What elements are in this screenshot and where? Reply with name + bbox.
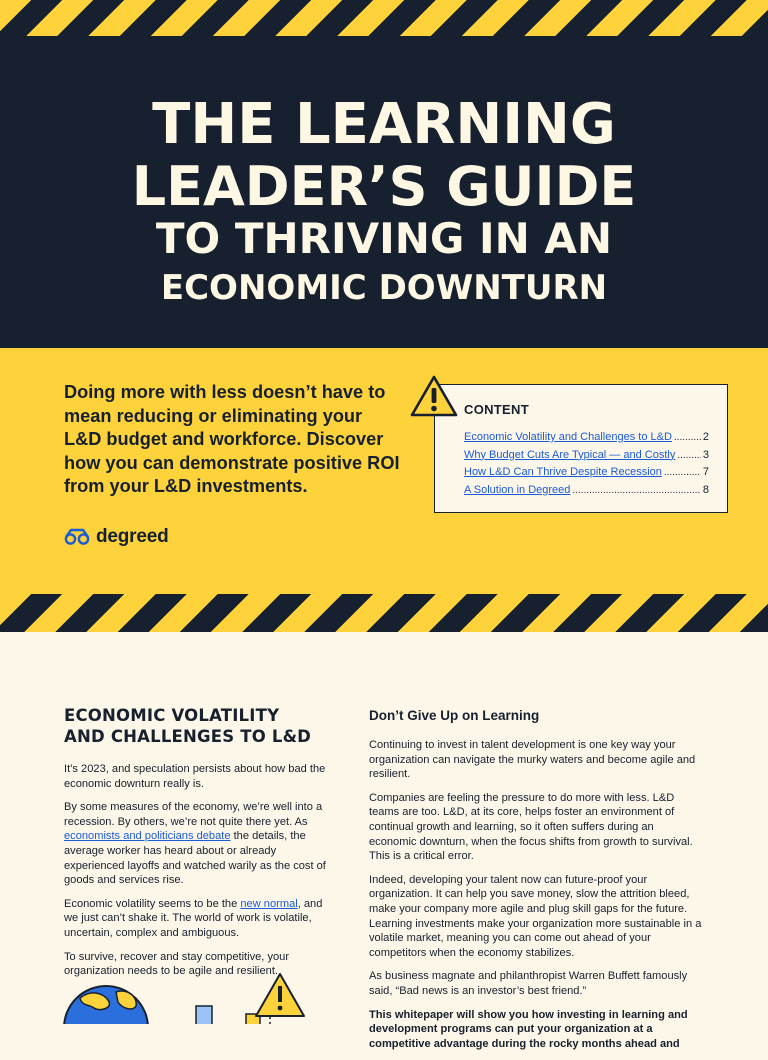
contents-link-budget-cuts[interactable]: Why Budget Cuts Are Typical — and Costly [464, 448, 676, 461]
paragraph [64, 800, 332, 888]
contents-page-number: 2 [702, 431, 709, 443]
hazard-stripes-top [0, 0, 768, 36]
paragraph [64, 897, 332, 941]
contents-item [464, 449, 709, 467]
paragraph: Indeed, developing your talent now can future-proof your organization. It can help you save money, slow the attrition bleed, make your company more agile and plug skill gaps for the future. Learning investments make your organization more sustainable in a volatile market, meaning you can come out ahead of your competitors when the economy stabilizes. [369, 873, 702, 959]
paragraph: It’s 2023, and speculation persists about how bad the economic downturn really is. [64, 763, 326, 790]
leader-dots [677, 450, 701, 461]
contents-page-number: 7 [702, 466, 709, 478]
text-run: Economic volatility seems to be the [64, 897, 241, 910]
logo-text: degreed [96, 526, 169, 547]
economists-debate-link[interactable]: economists and politicians debate [64, 830, 231, 843]
section-dont-give-up [369, 708, 704, 1060]
leader-dots [664, 467, 701, 478]
contents-box [434, 384, 728, 513]
title-line-3: TO THRIVING IN AN [155, 214, 613, 263]
degreed-logo[interactable] [64, 526, 169, 548]
new-normal-link[interactable]: new normal [240, 897, 298, 910]
subsection-heading: Don’t Give Up on Learning [369, 708, 540, 723]
contents-page-number: 8 [702, 483, 709, 496]
heading-line-1: ECONOMIC VOLATILITY [64, 706, 280, 725]
heading-line-2: AND CHALLENGES TO L&D [64, 727, 312, 746]
paragraph: To survive, recover and stay competitive, your organization needs to be agile and resilient. [64, 950, 290, 978]
globe-icon [64, 986, 148, 1024]
section-heading [64, 705, 332, 747]
leader-dots [572, 485, 700, 496]
section-economic-volatility [64, 705, 332, 988]
contents-list [464, 431, 709, 501]
leader-dots [674, 432, 701, 443]
contents-item [464, 431, 709, 449]
contents-item [464, 484, 709, 502]
contents-link-thrive[interactable]: How L&D Can Thrive Despite Recession [464, 466, 662, 478]
warning-icon [409, 374, 459, 418]
paragraph: As business magnate and philanthropist Warren Buffett famously said, “Bad news is an investor’s best friend.” [369, 970, 688, 997]
text-run: By some measures of the economy, we’re well into a recession. By others, we’re not quite there yet. As [64, 801, 323, 828]
contents-title: CONTENT [464, 402, 529, 417]
title-line-1: THE LEARNING [152, 92, 616, 157]
contents-link-solution[interactable]: A Solution in Degreed [464, 483, 571, 496]
warning-icon [256, 974, 304, 1016]
title-line-4: ECONOMIC DOWNTURN [160, 268, 608, 308]
text-run: , and we just can’t shake it. The world of work is volatile, uncertain, complex and ambiguous. [64, 897, 323, 939]
contents-link-volatility[interactable]: Economic Volatility and Challenges to L&D [464, 431, 672, 443]
degreed-glasses-icon [64, 528, 90, 546]
hazard-stripes-divider [0, 594, 768, 632]
contents-item [464, 466, 709, 484]
paragraph: Companies are feeling the pressure to do more with less. L&D teams are too. L&D, at its core, helps foster an environment of continual growth and learning, so it often suffers during an economic downturn, when the focus shifts from growth to survival. This is a critical error. [369, 791, 693, 863]
economy-illustration [60, 968, 310, 1024]
paragraph: Continuing to invest in talent development is one key way your organization can navigate the murky waters and become agile and resilient. [369, 739, 696, 781]
text-run: the details, the average worker has heard about or already experienced layoffs and watched warily as the cost of goods and services rise. [64, 830, 326, 887]
paragraph-bold: This whitepaper will show you how investing in learning and development programs can put your organization at a competitive advantage during the rocky months ahead and [369, 1008, 688, 1050]
title-line-2: LEADER’S GUIDE [131, 155, 637, 218]
bar-chart-icon [196, 992, 270, 1024]
intro-text: Doing more with less doesn’t have to mean reducing or eliminating your L&D budget and workforce. Discover how you can demonstrate positive ROI from your L&D investments. [64, 382, 400, 496]
contents-page-number: 3 [702, 448, 709, 461]
